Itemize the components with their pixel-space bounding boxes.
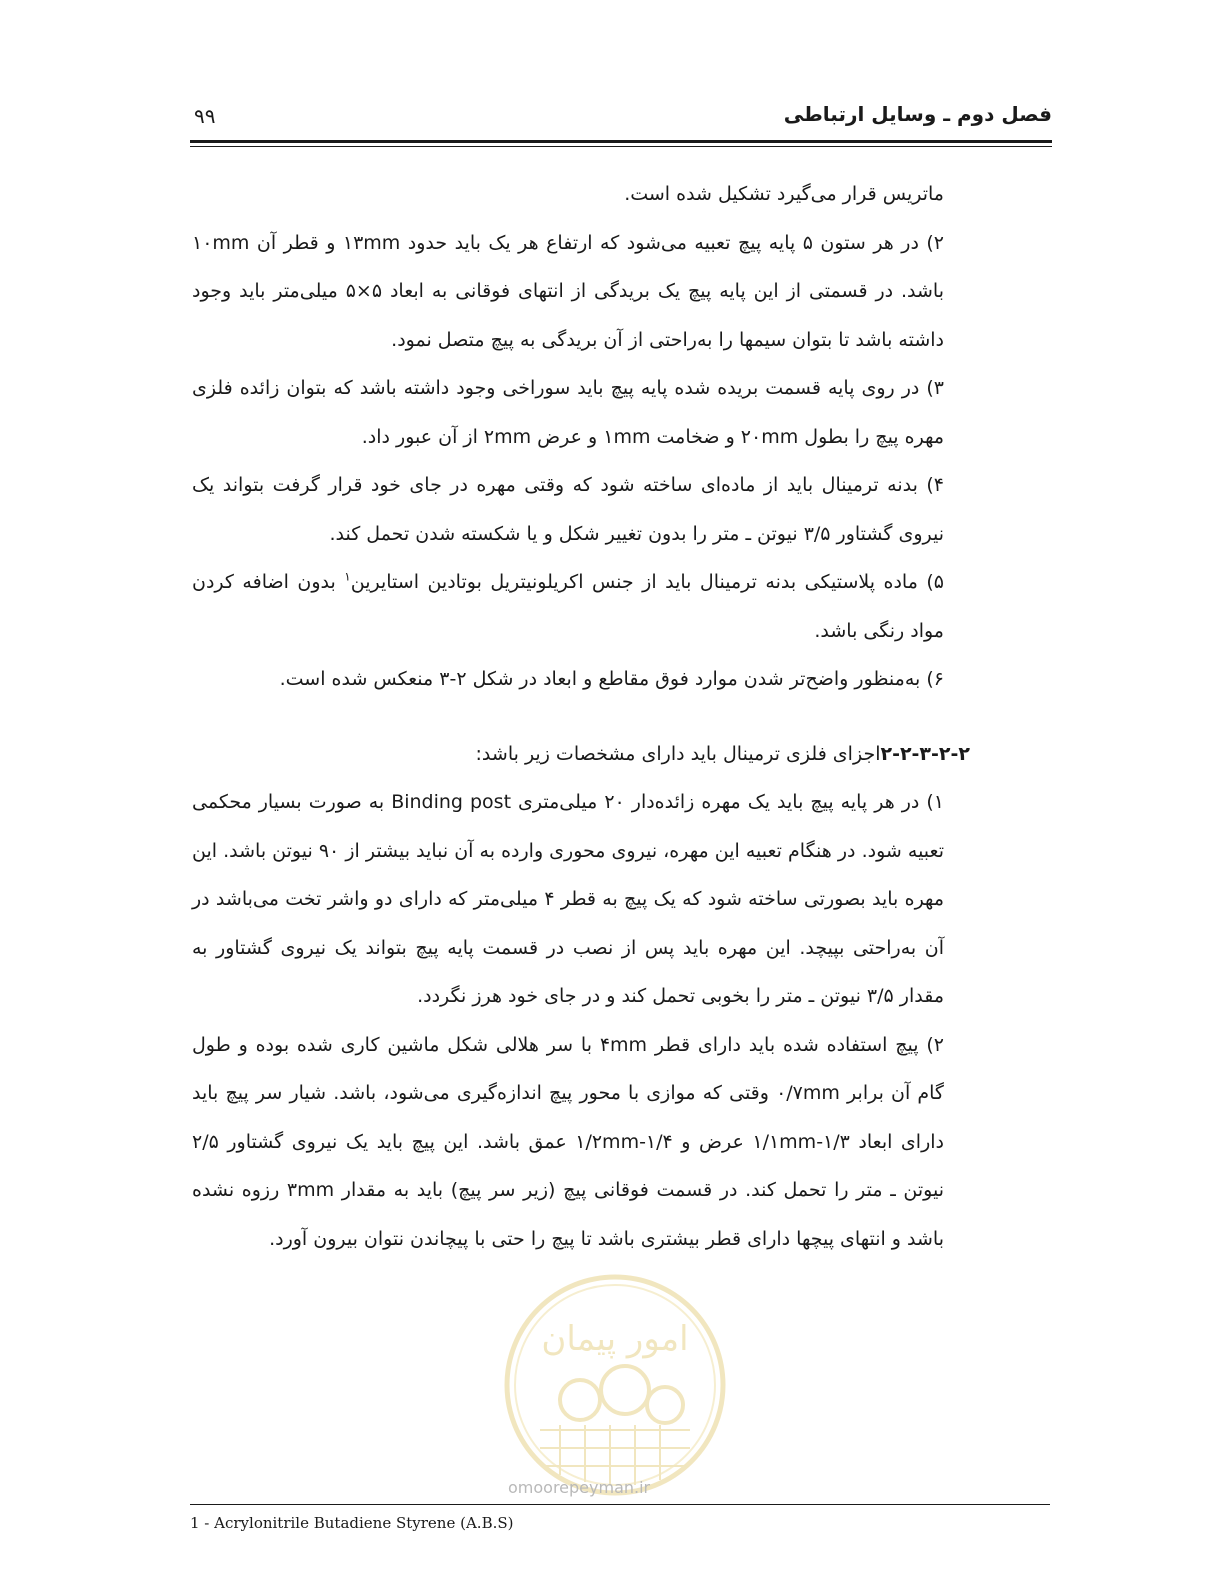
- intro-line: ماتریس قرار می‌گیرد تشکیل شده است.: [624, 183, 944, 205]
- item5-text-after: بدون اضافه کردن مواد رنگی باشد.: [192, 571, 944, 642]
- list-item: ۲) پیچ استفاده شده باید دارای قطر ۴mm با سر هلالی شکل ماشین کاری شده بوده و طول گام آن برابر ۰/۷mm وقتی که موازی با محور پیچ اندازه‌گیری می‌شود، باشد. شیار سر پیچ باید دارای ابعاد ۱/۱mm-۱/۳ عرض و ۱/۲mm-۱/۴ عمق باشد. این پیچ باید یک نیروی گشتاور ۲/۵ نیوتن ـ متر را تحمل کند. در قسمت فوقانی پیچ (زیر سر پیچ) باید به مقدار ۳mm رزوه نشده باشد و انتهای پیچها دارای قطر بیشتری باشد تا پیچ را حتی با پیچاندن نتوان بیرون آورد.: [192, 1033, 944, 1250]
- watermark-logo-text: امور پیمان: [541, 1319, 689, 1359]
- section-title: اجزای فلزی ترمینال باید دارای مشخصات زیر باشد:: [475, 742, 881, 765]
- item5-text-before: ۵) ماده پلاستیکی بدنه ترمینال باید از جنس اکریلونیتریل بوتادین استایرین: [350, 571, 944, 593]
- header-rule-thin: [190, 146, 1052, 147]
- list-item: ۲) در هر ستون ۵ پایه پیچ تعبیه می‌شود که ارتفاع هر یک باید حدود ۱۳mm و قطر آن ۱۰mm باشد. در قسمتی از این پایه پیچ یک بریدگی از انتهای فوقانی به ابعاد ۵×۵ میلی‌متر باید وجود داشته باشد تا بتوان سیمها را به‌راحتی از آن بریدگی به پیچ متصل نمود.: [192, 231, 945, 351]
- header-rule-thick: [190, 140, 1052, 143]
- footnote: 1 - Acrylonitrile Butadiene Styrene (A.B.S): [190, 1514, 514, 1532]
- page-number: ۹۹: [194, 104, 216, 128]
- page-body: [192, 170, 970, 1263]
- section-heading: [192, 730, 970, 779]
- list-item: ۴) بدنه ترمینال باید از ماده‌ای ساخته شود که وقتی مهره در جای خود قرار گرفت بتواند یک نیروی گشتاور ۳/۵ نیوتن ـ متر را بدون تغییر شکل و یا شکسته شدن تحمل کند.: [192, 474, 944, 545]
- page-header: [190, 98, 1052, 138]
- watermark-site: omoorepeyman.ir: [508, 1478, 651, 1497]
- watermark-logo: [500, 1270, 730, 1500]
- list-item: ۶) به‌منظور واضح‌تر شدن موارد فوق مقاطع و ابعاد در شکل ۲-۳ منعکس شده است.: [279, 668, 944, 690]
- footnote-rule: [190, 1504, 1050, 1505]
- section-number: ۲-۲-۳-۲-۲: [880, 742, 970, 765]
- list-item: ۳) در روی پایه قسمت بریده شده پایه پیچ باید سوراخی وجود داشته باشد که بتوان زائده فلزی مهره پیچ را بطول ۲۰mm و ضخامت ۱mm و عرض ۲mm از آن عبور داد.: [192, 377, 944, 448]
- list-item: ۱) در هر پایه پیچ باید یک مهره زائده‌دار ۲۰ میلی‌متری Binding post به صورت بسیار محکمی تعبیه شود. در هنگام تعبیه این مهره، نیروی محوری وارده به آن نباید بیشتر از ۹۰ نیوتن باشد. این مهره باید بصورتی ساخته شود که یک پیچ به قطر ۴ میلی‌متر که دارای دو واشر تخت می‌باشد در آن به‌راحتی بپیچد. این مهره باید پس از نصب در قسمت پایه پیچ بتواند یک نیروی گشتاور به مقدار ۳/۵ نیوتن ـ متر را بخوبی تحمل کند و در جای خود هرز نگردد.: [192, 791, 944, 1007]
- footnote-marker: ۱: [344, 569, 351, 584]
- list-item-5: [192, 558, 944, 655]
- chapter-title: فصل دوم ـ وسایل ارتباطی: [783, 102, 1052, 126]
